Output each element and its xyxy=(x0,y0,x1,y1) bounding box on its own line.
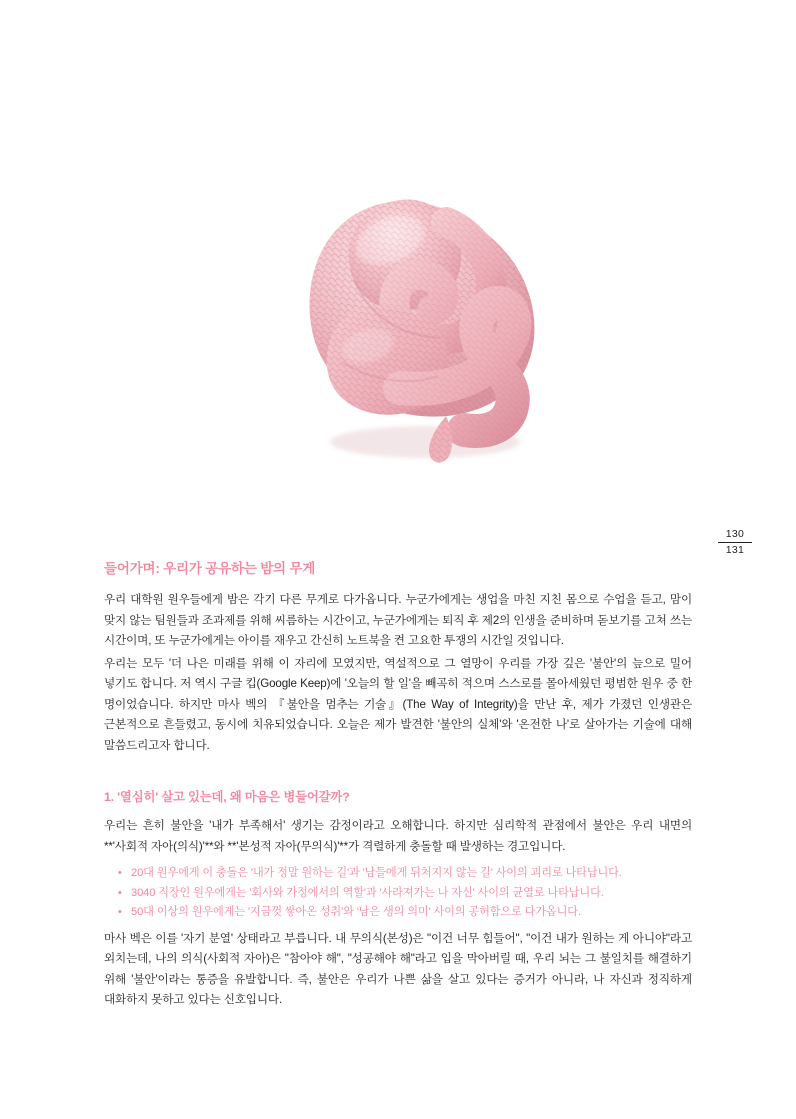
chapter-1-bullet-list xyxy=(104,864,692,923)
folio-number-bottom: 131 xyxy=(725,544,745,556)
article-body xyxy=(104,560,692,1013)
list-item: • 50대 이상의 원우에게는 '지금껏 쌓아온 성취'와 '남은 생의 의미' 사이의 공허함으로 다가옵니다. xyxy=(118,903,692,923)
illustration-container xyxy=(0,0,796,520)
intro-paragraph-2: 우리는 모두 '더 나은 미래를 위해 이 자리에 모였지만, 역설적으로 그 열망이 우리를 가장 깊은 '불안'의 늪으로 밀어 넣기도 합니다. 저 역시 구글 킵(Google Keep)에 '오늘의 할 일'을 빼곡히 적으며 스스로를 몰아세웠던 평범한 원우 중 한 명이었습니다. 하지만 마사 벡의 『불안을 멈추는 기술』(The Way of Integrity)을 만난 후, 제가 가졌던 인생관은 근본적으로 흔들렸고, 동시에 치유되었습니다. 오늘은 제가 발견한 '불안의 실체'와 '온전한 나'로 살아가는 기술에 대해 말씀드리고자 합니다. xyxy=(104,656,692,752)
folio-number-top: 130 xyxy=(718,528,752,543)
intro-section-heading: 들어가며: 우리가 공유하는 밤의 무게 xyxy=(104,561,316,576)
list-item: • 20대 원우에게 이 충돌은 '내가 정말 원하는 길'과 '남들에게 뒤처지지 않는 길' 사이의 괴리로 나타납니다. xyxy=(118,864,692,884)
pink-crouching-figure-sculpture-icon xyxy=(250,130,580,500)
chapter-1-heading: 1. '열심히' 살고 있는데, 왜 마음은 병들어갈까? xyxy=(104,790,350,804)
list-item: • 3040 직장인 원우에게는 '회사와 가정에서의 역할'과 '사라져가는 나 자신' 사이의 균열로 나타납니다. xyxy=(118,884,692,904)
page-folio xyxy=(718,528,752,557)
chapter-1-intro-paragraph: 우리는 흔히 불안을 '내가 부족해서' 생기는 감정이라고 오해합니다. 하지만 심리학적 관점에서 불안은 우리 내면의 **'사회적 자아(의식)'**와 **'본성적 자아(무의식)'**가 격렬하게 충돌할 때 발생하는 경고입니다. xyxy=(104,819,692,853)
chapter-1-closing-paragraph: 마사 벡은 이를 '자기 분열' 상태라고 부릅니다. 내 무의식(본성)은 "이건 너무 힘들어", "이건 내가 원하는 게 아니야"라고 외치는데, 나의 의식(사회적 자아)은 "참아야 해", "성공해야 해"라고 입을 막아버릴 때, 우리 뇌는 그 불일치를 해결하기 위해 '불안'이라는 통증을 유발합니다. 즉, 불안은 우리가 나쁜 삶을 살고 있다는 증거가 아니라, 나 자신과 정직하게 대화하지 못하고 있다는 신호입니다. xyxy=(104,931,692,1006)
intro-paragraph-1: 우리 대학원 원우들에게 밤은 각기 다른 무게로 다가옵니다. 누군가에게는 생업을 마친 지친 몸으로 수업을 듣고, 맘이 맞지 않는 팀원들과 조과제를 위해 씨름하는 시간이고, 누군가에게는 퇴직 후 제2의 인생을 준비하며 돋보기를 고쳐 쓰는 시간이며, 또 누군가에게는 아이를 재우고 간신히 노트북을 켠 고요한 투쟁의 시간일 것입니다. xyxy=(104,593,692,647)
